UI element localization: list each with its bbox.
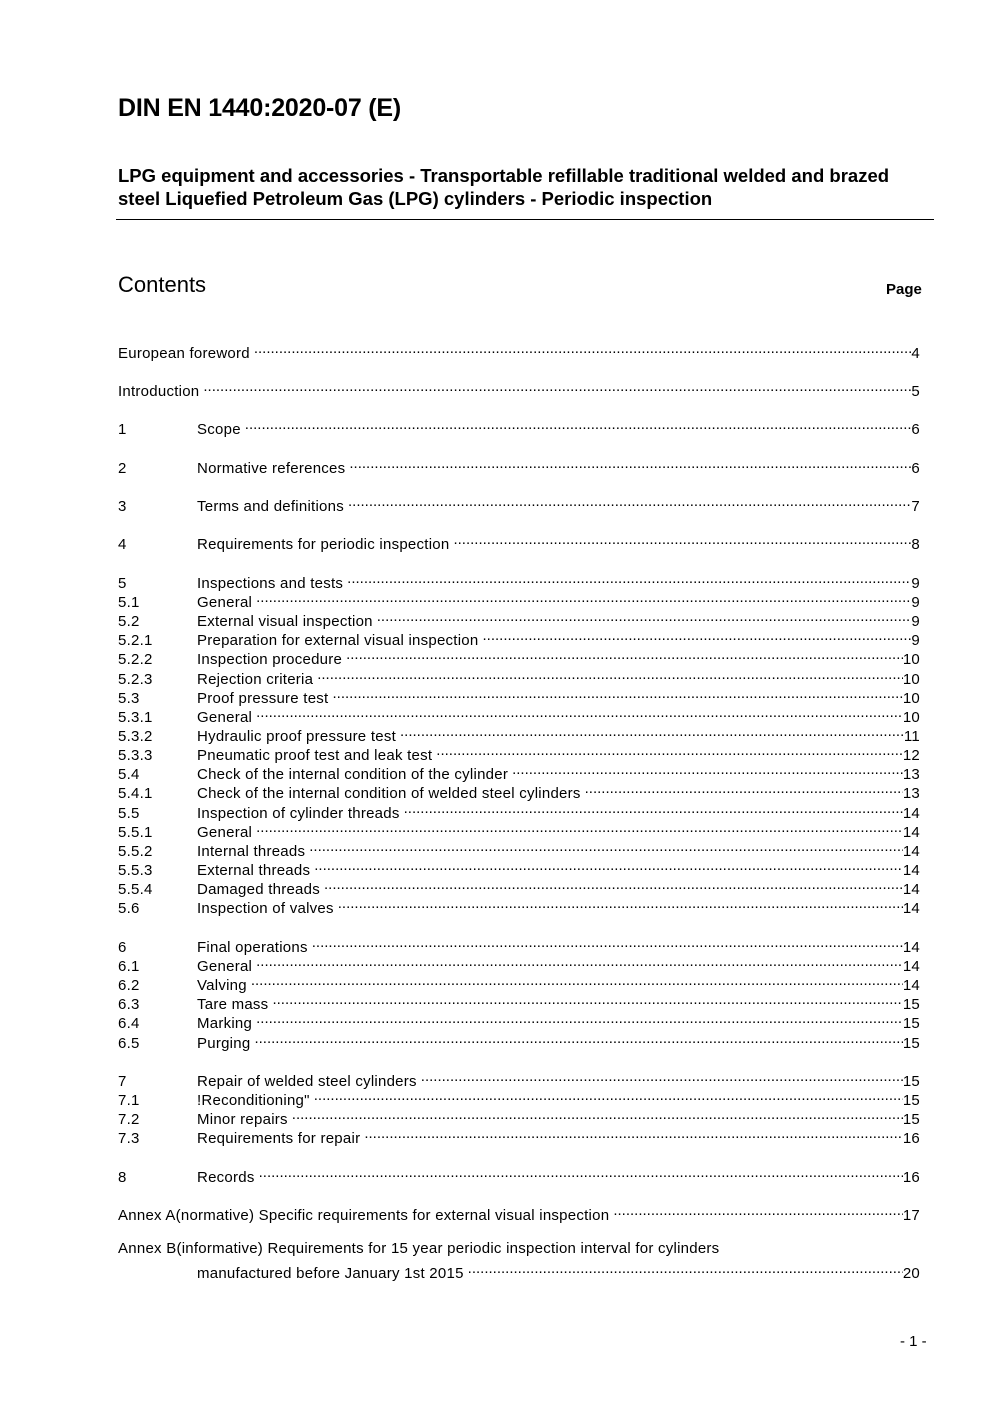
toc-dot-leader	[256, 588, 911, 607]
toc-entry-page: 10	[902, 690, 920, 707]
toc-entry-page: 7	[911, 498, 920, 515]
toc-entry-number: 4	[118, 536, 127, 553]
toc-dot-leader	[338, 894, 903, 913]
toc-entry[interactable]	[118, 1086, 920, 1109]
toc-entry-page: 15	[902, 1035, 920, 1052]
toc-entry[interactable]	[118, 799, 920, 822]
toc-entry-page: 15	[902, 996, 920, 1013]
toc-entry-text: Rejection criteria	[197, 671, 314, 688]
toc-entry-number: 5.2	[118, 613, 140, 630]
toc-entry-page: 4	[911, 345, 920, 362]
toc-entry[interactable]	[118, 722, 920, 745]
toc-dot-leader	[256, 703, 903, 722]
toc-entry-number: 8	[118, 1169, 127, 1186]
toc-dot-leader	[314, 1086, 903, 1105]
toc-entry[interactable]	[118, 492, 920, 515]
toc-entry-text: Pneumatic proof test and leak test	[197, 747, 433, 764]
toc-dot-leader	[364, 1124, 902, 1143]
toc-dot-leader	[613, 1201, 903, 1220]
toc-entry-text: European foreword	[118, 345, 250, 362]
toc-entry-number: 5.3	[118, 690, 140, 707]
toc-entry[interactable]	[118, 818, 920, 841]
toc-dot-leader	[203, 377, 911, 396]
title-divider	[116, 219, 934, 220]
toc-entry-text: Valving	[197, 977, 247, 994]
toc-entry-number: 5.4	[118, 766, 140, 783]
toc-entry[interactable]	[118, 837, 920, 860]
toc-entry-number: 5.5.3	[118, 862, 153, 879]
toc-dot-leader	[256, 952, 903, 971]
toc-entry-page: 6	[911, 421, 920, 438]
toc-dot-leader	[309, 837, 903, 856]
toc-entry-text: Hydraulic proof pressure test	[197, 728, 396, 745]
toc-entry[interactable]	[118, 626, 920, 649]
toc-entry[interactable]	[118, 971, 920, 994]
toc-entry-number: 5.2.3	[118, 671, 153, 688]
toc-entry-number: 5.2.1	[118, 632, 153, 649]
toc-entry-text: Check of the internal condition of welded steel cylinders	[197, 785, 581, 802]
toc-entry-page: 14	[902, 862, 920, 879]
toc-entry-text: Records	[197, 1169, 255, 1186]
toc-entry[interactable]	[118, 760, 920, 783]
toc-entry[interactable]	[118, 894, 920, 917]
toc-entry-page: 10	[902, 671, 920, 688]
toc-entry-text: External visual inspection	[197, 613, 373, 630]
toc-entry-text: Repair of welded steel cylinders	[197, 1073, 417, 1090]
toc-dot-leader	[468, 1259, 903, 1278]
toc-entry-text: General	[197, 824, 253, 841]
toc-entry-page: 10	[902, 651, 920, 668]
toc-dot-leader	[314, 856, 903, 875]
toc-entry-text: !Reconditioning"	[197, 1092, 310, 1109]
toc-entry-text: manufactured before January 1st 2015	[197, 1265, 464, 1282]
toc-entry-annex-a[interactable]	[118, 1201, 920, 1224]
toc-entry[interactable]	[118, 588, 920, 611]
toc-dot-leader	[254, 1029, 902, 1048]
toc-entry-text: Inspection of valves	[197, 900, 334, 917]
toc-entry-annex-b-second-line[interactable]	[118, 1259, 920, 1282]
toc-entry[interactable]	[118, 1163, 920, 1186]
toc-entry-number: 5.3.2	[118, 728, 153, 745]
page-number: - 1 -	[900, 1333, 927, 1350]
toc-entry[interactable]	[118, 779, 920, 802]
toc-dot-leader	[245, 415, 912, 434]
toc-dot-leader	[400, 722, 904, 741]
toc-entry[interactable]	[118, 569, 920, 592]
toc-entry[interactable]	[118, 952, 920, 975]
toc-entry-page: 13	[902, 785, 920, 802]
toc-entry-page: 5	[911, 383, 920, 400]
toc-entry-text: General	[197, 709, 253, 726]
toc-entry-number: 5.6	[118, 900, 140, 917]
toc-entry-page: 10	[902, 709, 920, 726]
toc-entry[interactable]	[118, 684, 920, 707]
toc-entry-text: Inspections and tests	[197, 575, 344, 592]
toc-entry-page: 8	[911, 536, 920, 553]
toc-entry-text: General	[197, 594, 253, 611]
toc-entry-text: Internal threads	[197, 843, 306, 860]
toc-entry-number: 7.1	[118, 1092, 140, 1109]
toc-entry-text: Scope	[197, 421, 241, 438]
toc-entry-number: 5.3.3	[118, 747, 153, 764]
toc-entry-page: 17	[902, 1207, 920, 1224]
toc-entry-text: Inspection procedure	[197, 651, 343, 668]
toc-entry[interactable]	[118, 933, 920, 956]
toc-dot-leader	[256, 818, 903, 837]
toc-entry-text: Preparation for external visual inspection	[197, 632, 479, 649]
toc-entry-text: Requirements for periodic inspection	[197, 536, 450, 553]
toc-entry-page: 14	[902, 843, 920, 860]
toc-entry-number: 5.2.2	[118, 651, 153, 668]
toc-dot-leader	[585, 779, 903, 798]
toc-dot-leader	[453, 530, 911, 549]
toc-entry-text: Marking	[197, 1015, 253, 1032]
toc-entry[interactable]	[118, 1009, 920, 1032]
toc-dot-leader	[272, 990, 902, 1009]
toc-entry[interactable]	[118, 665, 920, 688]
toc-entry-page: 16	[902, 1130, 920, 1147]
toc-entry-page: 14	[902, 958, 920, 975]
toc-dot-leader	[421, 1067, 903, 1086]
toc-entry-number: 5.5.2	[118, 843, 153, 860]
toc-entry-text: Purging	[197, 1035, 251, 1052]
toc-dot-leader	[347, 569, 911, 588]
toc-entry[interactable]	[118, 875, 920, 898]
toc-dot-leader	[346, 645, 903, 664]
toc-entry[interactable]	[118, 856, 920, 879]
document-title: LPG equipment and accessories - Transportable refillable traditional welded and brazed steel Liquefied Petroleum Gas (LPG) cylinders - Periodic inspection	[118, 165, 890, 209]
toc-dot-leader	[377, 607, 912, 626]
toc-entry[interactable]	[118, 1067, 920, 1090]
toc-entry-text: Normative references	[197, 460, 346, 477]
toc-dot-leader	[332, 684, 902, 703]
toc-entry[interactable]	[118, 1105, 920, 1128]
toc-entry-number: 2	[118, 460, 127, 477]
toc-entry-page: 16	[902, 1169, 920, 1186]
toc-entry-number: 6.3	[118, 996, 140, 1013]
toc-dot-leader	[482, 626, 911, 645]
toc-entry-text: Damaged threads	[197, 881, 320, 898]
toc-dot-leader	[256, 1009, 903, 1028]
toc-entry[interactable]	[118, 454, 920, 477]
toc-dot-leader	[348, 492, 911, 511]
toc-entry-text: General	[197, 958, 253, 975]
toc-entry[interactable]	[118, 703, 920, 726]
toc-entry-number: 5	[118, 575, 127, 592]
toc-entry-text: Check of the internal condition of the cylinder	[197, 766, 509, 783]
toc-entry[interactable]	[118, 741, 920, 764]
toc-entry-text: Terms and definitions	[197, 498, 344, 515]
toc-entry-text: Requirements for repair	[197, 1130, 361, 1147]
toc-entry-text: Tare mass	[197, 996, 269, 1013]
toc-entry-number: 5.1	[118, 594, 140, 611]
toc-entry-page: 14	[902, 939, 920, 956]
toc-entry-text: Proof pressure test	[197, 690, 329, 707]
toc-entry-page: 14	[902, 805, 920, 822]
toc-entry-number: 5.4.1	[118, 785, 153, 802]
toc-entry-number: 5.5	[118, 805, 140, 822]
toc-entry[interactable]	[118, 645, 920, 668]
page-column-heading: Page	[886, 281, 922, 298]
toc-entry-number: 3	[118, 498, 127, 515]
toc-dot-leader	[312, 933, 903, 952]
toc-entry-number: 7	[118, 1073, 127, 1090]
toc-entry-text: Final operations	[197, 939, 308, 956]
toc-entry-page: 9	[911, 632, 920, 649]
toc-entry[interactable]	[118, 1029, 920, 1052]
toc-dot-leader	[436, 741, 903, 760]
toc-entry-page: 11	[903, 728, 920, 745]
toc-entry-text: Inspection of cylinder threads	[197, 805, 400, 822]
toc-entry-number: 5.5.4	[118, 881, 153, 898]
toc-dot-leader	[292, 1105, 903, 1124]
toc-dot-leader	[404, 799, 903, 818]
toc-entry-page: 15	[902, 1092, 920, 1109]
toc-entry-number: 6.4	[118, 1015, 140, 1032]
toc-dot-leader	[512, 760, 903, 779]
toc-entry-page: 9	[911, 575, 920, 592]
toc-entry-page: 20	[902, 1265, 920, 1282]
toc-dot-leader	[317, 665, 903, 684]
toc-entry-number: 6.2	[118, 977, 140, 994]
toc-entry-page: 9	[911, 613, 920, 630]
toc-entry[interactable]	[118, 415, 920, 438]
toc-entry-page: 15	[902, 1015, 920, 1032]
toc-entry-page: 14	[902, 900, 920, 917]
toc-entry-number: 5.5.1	[118, 824, 153, 841]
toc-entry-page: 13	[902, 766, 920, 783]
toc-entry-annex-b-first-line[interactable]: Annex B(informative) Requirements for 15 year periodic inspection interval for cylinders	[118, 1240, 720, 1257]
toc-entry[interactable]	[118, 607, 920, 630]
contents-heading: Contents	[118, 272, 207, 297]
toc-entry-page: 15	[902, 1111, 920, 1128]
toc-entry-number: 5.3.1	[118, 709, 153, 726]
toc-entry-number: 1	[118, 421, 127, 438]
document-id: DIN EN 1440:2020-07 (E)	[118, 94, 402, 122]
toc-entry-number: 7.3	[118, 1130, 140, 1147]
toc-entry-number: 6	[118, 939, 127, 956]
toc-entry-number: 6.1	[118, 958, 140, 975]
toc-entry-page: 12	[902, 747, 920, 764]
toc-entry-page: 15	[902, 1073, 920, 1090]
toc-entry-page: 9	[911, 594, 920, 611]
toc-entry-text: Minor repairs	[197, 1111, 288, 1128]
toc-dot-leader	[251, 971, 903, 990]
toc-dot-leader	[349, 454, 911, 473]
toc-entry-text: Annex A(normative) Specific requirements for external visual inspection	[118, 1207, 610, 1224]
toc-dot-leader	[254, 339, 912, 358]
toc-entry[interactable]	[118, 1124, 920, 1147]
toc-entry-number: 7.2	[118, 1111, 140, 1128]
toc-entry-text: External threads	[197, 862, 311, 879]
toc-entry-number: 6.5	[118, 1035, 140, 1052]
toc-entry-page: 14	[902, 881, 920, 898]
toc-entry[interactable]	[118, 990, 920, 1013]
toc-entry-text: Introduction	[118, 383, 200, 400]
toc-entry-page: 14	[902, 977, 920, 994]
toc-entry[interactable]	[118, 339, 920, 362]
toc-entry-page: 14	[902, 824, 920, 841]
toc-dot-leader	[259, 1163, 903, 1182]
toc-entry-page: 6	[911, 460, 920, 477]
toc-entry[interactable]	[118, 377, 920, 400]
toc-dot-leader	[324, 875, 903, 894]
toc-entry[interactable]	[118, 530, 920, 553]
